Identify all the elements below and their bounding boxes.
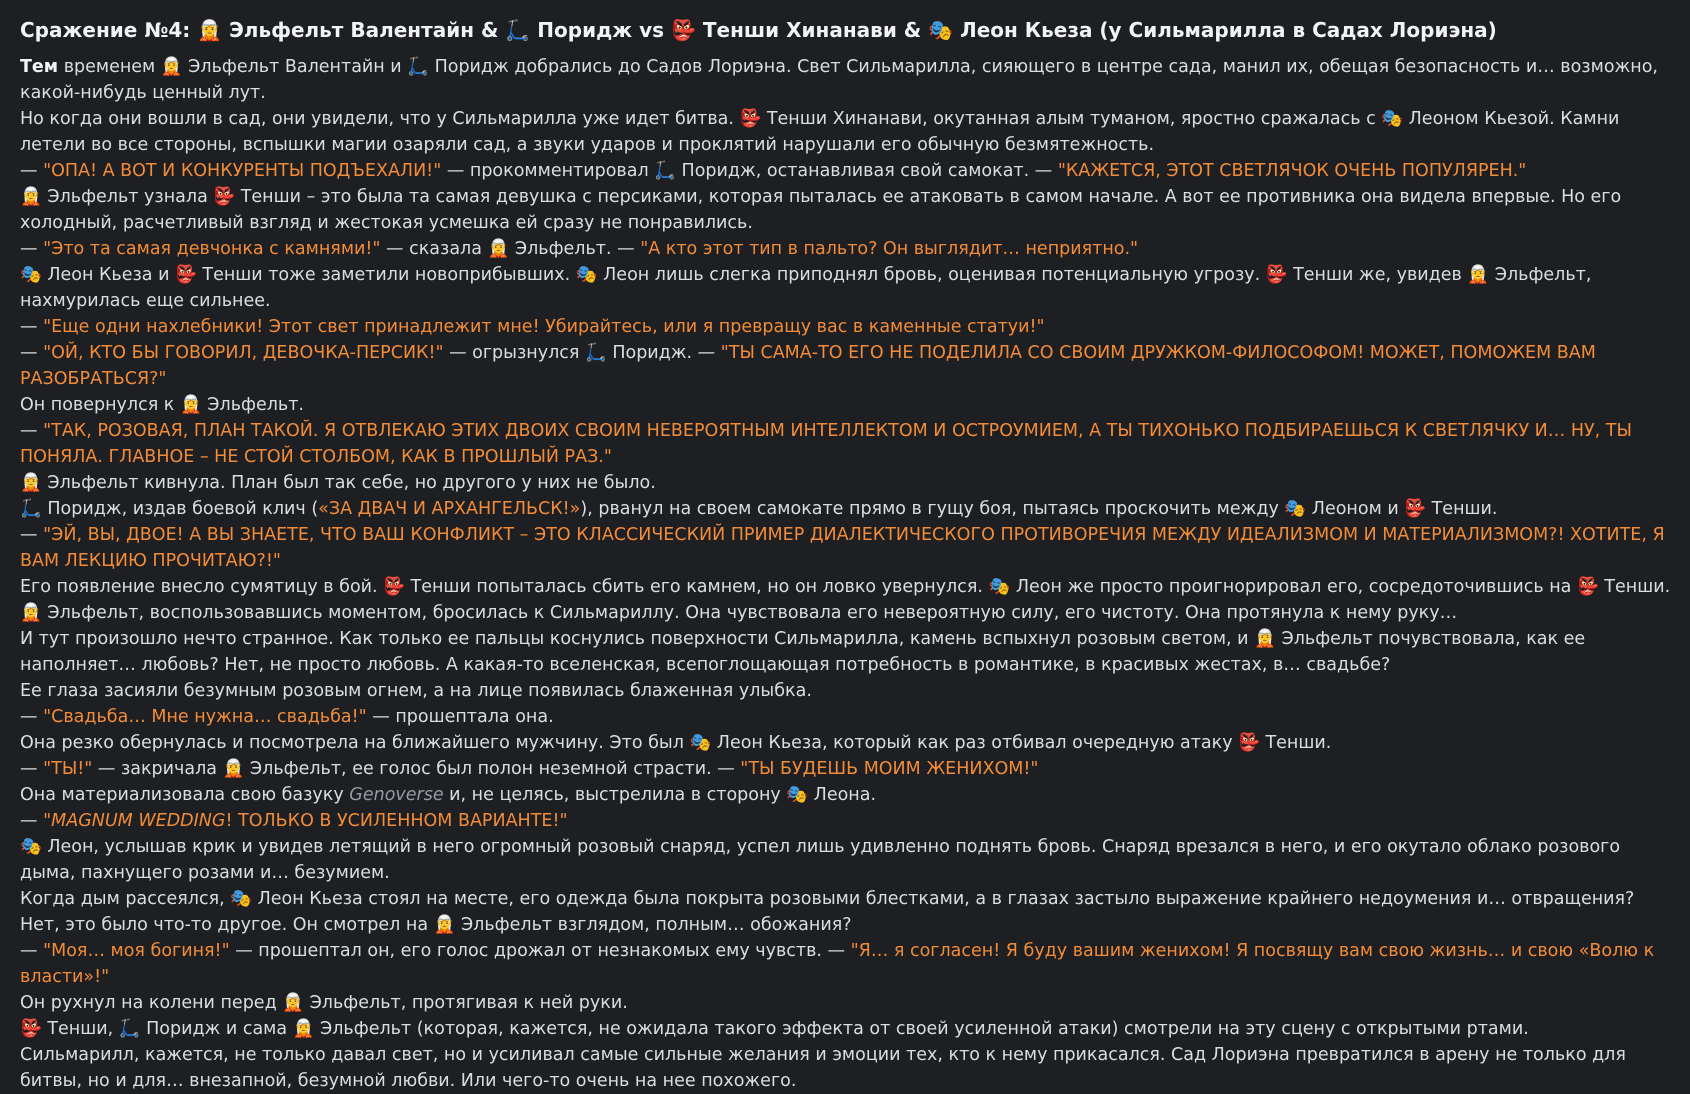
quote: "А кто этот тип в пальто? Он выглядит… неприятно.": [640, 239, 1139, 259]
paragraph-18: [20, 704, 1674, 730]
paragraph-8: [20, 340, 1674, 392]
quote: "Я… я согласен! Я буду вашим женихом! Я посвящу вам свою жизнь… и свою «Волю к власти»!": [20, 941, 1655, 987]
paragraph-10: [20, 418, 1674, 470]
narration: и, не целясь, выстрелила в сторону 🎭 Леона.: [443, 785, 877, 805]
paragraph-4: 🧝 Эльфельт узнала 👺 Тенши – это была та самая девушка с персиками, которая пыталась ее атаковать в самом начале. А вот ее противника она видела впервые. Но его холодный, расчетливый взгляд и жестокая усмешка ей сразу не понравились.: [20, 187, 1622, 233]
paragraph-9: Он повернулся к 🧝 Эльфельт.: [20, 395, 304, 415]
paragraph-24: Когда дым рассеялся, 🎭 Леон Кьеза стоял на месте, его одежда была покрыта розовыми блестками, а в глазах застыло выражение крайнего недоумения и… отвращения? Нет, это было что-то другое. Он смотрел на 🧝 Эльфельт взглядом, полным… обожания?: [20, 889, 1635, 935]
narration: — сказала 🧝 Эльфельт. —: [380, 239, 641, 259]
narration: Она материализовала свою базуку: [20, 785, 350, 805]
quote-open: ": [43, 811, 52, 831]
dash: —: [20, 941, 44, 961]
quote: "ТЫ!": [43, 759, 93, 779]
dash: —: [20, 421, 44, 441]
dash: —: [20, 759, 44, 779]
paragraph-2: Но когда они вошли в сад, они увидели, что у Сильмарилла уже идет битва. 👺 Тенши Хинанави, окутанная алым туманом, яростно сражалась с 🎭 Леоном Кьезой. Камни летели во все стороны, вспышки магии озаряли сад, а звуки ударов и проклятий нарушали его обычную безмятежность.: [20, 109, 1620, 155]
dash: —: [20, 811, 44, 831]
paragraph-22: [20, 808, 1674, 834]
quote: "Это та самая девчонка с камнями!": [43, 239, 381, 259]
quote: "ТЫ БУДЕШЬ МОИМ ЖЕНИХОМ!": [740, 759, 1039, 779]
narration: — прошептал он, его голос дрожал от незнакомых ему чувств. —: [229, 941, 851, 961]
paragraph-12: [20, 496, 1674, 522]
battle-title: Сражение №4: 🧝 Эльфельт Валентайн & 🛴 Поридж vs 👺 Тенши Хинанави & 🎭 Леон Кьеза (у Сильмарилла в Садах Лориэна): [20, 18, 1497, 42]
quote: "ТАК, РОЗОВАЯ, ПЛАН ТАКОЙ. Я ОТВЛЕКАЮ ЭТИХ ДВОИХ СВОИМ НЕВЕРОЯТНЫМ ИНТЕЛЛЕКТОМ И ОСТРОУМИЕМ, А ТЫ ТИХОНЬКО ПОДБИРАЕШЬСЯ К СВЕТЛЯЧКУ И… НУ, ТЫ ПОНЯЛА. ГЛАВНОЕ – НЕ СТОЙ СТОЛБОМ, КАК В ПРОШЛЫЙ РАЗ.": [20, 421, 1632, 467]
narration: ), рванул на своем самокате прямо в гущу боя, пытаясь проскочить между 🎭 Леоном и 👺 Тенши.: [580, 499, 1498, 519]
paragraph-13: [20, 522, 1674, 574]
paragraph-7: [20, 314, 1674, 340]
quote: "ТЫ САМА-ТО ЕГО НЕ ПОДЕЛИЛА СО СВОИМ ДРУЖКОМ-ФИЛОСОФОМ! МОЖЕТ, ПОМОЖЕМ ВАМ РАЗОБРАТЬСЯ?": [20, 343, 1596, 389]
dash: —: [20, 317, 44, 337]
paragraph-14: Его появление внесло сумятицу в бой. 👺 Тенши попыталась сбить его камнем, но он ловко увернулся. 🎭 Леон же просто проигнорировал его, сосредоточившись на 👺 Тенши.: [20, 577, 1671, 597]
weapon-name: Genoverse: [349, 785, 444, 805]
paragraph-16: И тут произошло нечто странное. Как только ее пальцы коснулись поверхности Сильмарилла, камень вспыхнул розовым светом, и 🧝 Эльфельт почувствовала, как ее наполняет… любовь? Нет, не просто любовь. А какая-то вселенская, всепоглощающая потребность в романтике, в красивых жестах, в… свадьбе?: [20, 629, 1586, 675]
paragraph-6: 🎭 Леон Кьеза и 👺 Тенши тоже заметили новоприбывших. 🎭 Леон лишь слегка приподнял бровь, оценивая потенциальную угрозу. 👺 Тенши же, увидев 🧝 Эльфельт, нахмурилась еще сильнее.: [20, 265, 1592, 311]
paragraph-15: 🧝 Эльфельт, воспользовавшись моментом, бросилась к Сильмариллу. Она чувствовала его невероятную силу, его чистоту. Она протянула к нему руку…: [20, 603, 1458, 623]
narration: — прошептала она.: [366, 707, 554, 727]
dash: —: [20, 525, 44, 545]
dash: —: [20, 239, 44, 259]
quote: "КАЖЕТСЯ, ЭТОТ СВЕТЛЯЧОК ОЧЕНЬ ПОПУЛЯРЕН.": [1057, 161, 1527, 181]
quote: ! ТОЛЬКО В УСИЛЕННОМ ВАРИАНТЕ!": [225, 811, 568, 831]
dash: —: [20, 707, 44, 727]
attack-name: MAGNUM WEDDING: [51, 811, 226, 831]
paragraph-5: [20, 236, 1674, 262]
bold-word: Тем: [20, 57, 59, 77]
paragraph-text: временем 🧝 Эльфельт Валентайн и 🛴 Поридж добрались до Садов Лориэна. Свет Сильмарилла, сияющего в центре сада, манил их, обещая безопасность и… возможно, какой-нибудь ценный лут.: [20, 57, 1658, 103]
paragraph-1: [20, 54, 1674, 106]
dash: —: [20, 343, 44, 363]
quote: "ЭЙ, ВЫ, ДВОЕ! А ВЫ ЗНАЕТЕ, ЧТО ВАШ КОНФЛИКТ – ЭТО КЛАССИЧЕСКИЙ ПРИМЕР ДИАЛЕКТИЧЕСКОГО ПРОТИВОРЕЧИЯ МЕЖДУ ИДЕАЛИЗМОМ И МАТЕРИАЛИЗМОМ?! ХОТИТЕ, Я ВАМ ЛЕКЦИЮ ПРОЧИТАЮ?!": [20, 525, 1665, 571]
paragraph-27: 👺 Тенши, 🛴 Поридж и сама 🧝 Эльфельт (которая, кажется, не ожидала такого эффекта от своей усиленной атаки) смотрели на эту сцену с открытыми ртами.: [20, 1019, 1529, 1039]
quote: "ОПА! А ВОТ И КОНКУРЕНТЫ ПОДЪЕХАЛИ!": [43, 161, 442, 181]
paragraph-20: [20, 756, 1674, 782]
paragraph-3: [20, 158, 1674, 184]
quote: "Свадьба… Мне нужна… свадьба!": [43, 707, 367, 727]
narration: — огрызнулся 🛴 Поридж. —: [443, 343, 721, 363]
paragraph-28: Сильмарилл, кажется, не только давал свет, но и усиливал самые сильные желания и эмоции тех, кто к нему прикасался. Сад Лориэна превратился в арену не только для битвы, но и для… внезапной, безумной любви. Или чего-то очень на нее похожего.: [20, 1045, 1626, 1091]
paragraph-11: 🧝 Эльфельт кивнула. План был так себе, но другого у них не было.: [20, 473, 656, 493]
narration: — закричала 🧝 Эльфельт, ее голос был полон неземной страсти. —: [92, 759, 741, 779]
paragraph-25: [20, 938, 1674, 990]
paragraph-17: Ее глаза засияли безумным розовым огнем, а на лице появилась блаженная улыбка.: [20, 681, 812, 701]
narration: 🛴 Поридж, издав боевой клич (: [20, 499, 319, 519]
paragraph-23: 🎭 Леон, услышав крик и увидев летящий в него огромный розовый снаряд, успел лишь удивленно поднять бровь. Снаряд врезался в него, и его окутало облако розового дыма, пахнущего розами и… безумием.: [20, 837, 1621, 883]
quote: "ОЙ, КТО БЫ ГОВОРИЛ, ДЕВОЧКА-ПЕРСИК!": [43, 343, 444, 363]
paragraph-19: Она резко обернулась и посмотрела на ближайшего мужчину. Это был 🎭 Леон Кьеза, который как раз отбивал очередную атаку 👺 Тенши.: [20, 733, 1332, 753]
narration: — прокомментировал 🛴 Поридж, останавливая свой самокат. —: [441, 161, 1058, 181]
quote: "Моя… моя богиня!": [43, 941, 230, 961]
quote: «ЗА ДВАЧ И АРХАНГЕЛЬСК!»: [318, 499, 581, 519]
dash: —: [20, 161, 44, 181]
paragraph-21: [20, 782, 1674, 808]
quote: "Еще одни нахлебники! Этот свет принадлежит мне! Убирайтесь, или я превращу вас в каменные статуи!": [43, 317, 1045, 337]
paragraph-26: Он рухнул на колени перед 🧝 Эльфельт, протягивая к ней руки.: [20, 993, 628, 1013]
